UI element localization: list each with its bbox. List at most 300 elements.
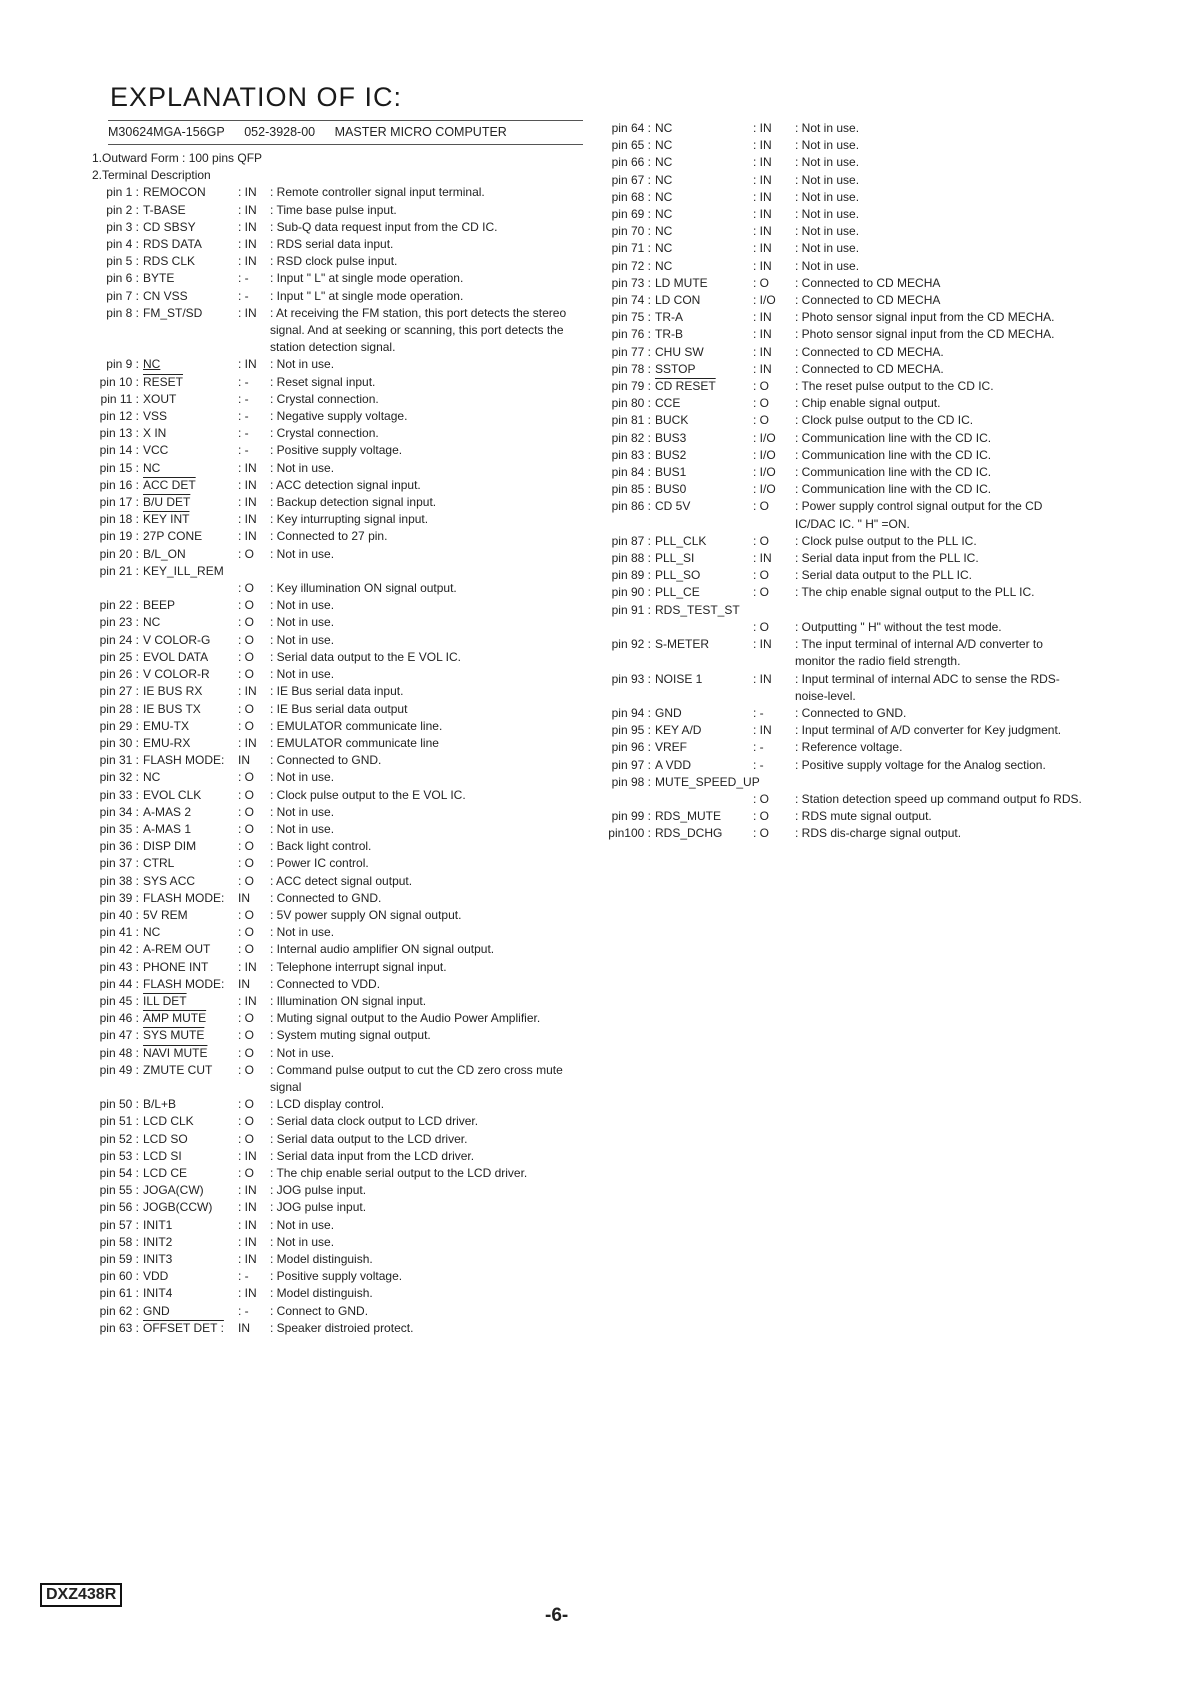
pin-description: : Serial data input from the PLL IC.	[795, 551, 979, 566]
pin-description: : Reset signal input.	[270, 374, 376, 389]
pin-name: NC	[655, 189, 673, 204]
pin-number: pin 29 :	[99, 718, 139, 733]
pin-row	[92, 959, 582, 976]
pin-number: pin 6 :	[106, 271, 139, 286]
pin-description: : IE Bus serial data input.	[270, 684, 404, 699]
pin-direction: : IN	[238, 529, 257, 544]
pin-number: pin 97 :	[611, 757, 651, 772]
pin-row	[604, 395, 1084, 412]
pin-name: BUS2	[655, 447, 687, 462]
pin-name: PLL_CLK	[655, 533, 707, 548]
right-pin-column	[604, 120, 1084, 843]
pin-description: : Not in use.	[270, 804, 335, 819]
pin-name: GND	[655, 705, 682, 720]
pin-number: pin100 :	[608, 826, 651, 841]
pin-number: pin 66 :	[611, 155, 651, 170]
pin-description: : Clock pulse output to the PLL IC.	[795, 533, 977, 548]
pin-direction: : IN	[753, 121, 772, 135]
pin-description: : Model distinguish.	[270, 1252, 373, 1266]
pin-name: PLL_SI	[655, 551, 695, 566]
pin-description: : Back light control.	[270, 839, 372, 854]
pin-name: SYS MUTE	[143, 1028, 205, 1043]
pin-name: VCC	[143, 443, 169, 458]
pin-number: pin 93 :	[611, 671, 651, 686]
pin-direction: : O	[238, 649, 255, 664]
pin-description: : Not in use.	[795, 207, 860, 222]
pin-direction: : IN	[238, 1252, 257, 1266]
pin-description: : Key illumination ON signal output.	[270, 581, 457, 596]
pin-row	[92, 253, 582, 270]
pin-direction: : IN	[753, 310, 772, 325]
pin-name: CCE	[655, 396, 681, 411]
pin-description: : Connected to VDD.	[270, 976, 381, 991]
pin-description: : Connected to CD MECHA	[795, 275, 941, 290]
pin-row	[604, 619, 1084, 636]
pin-number: pin 44 :	[99, 976, 139, 991]
pin-row	[604, 344, 1084, 361]
chip-part-number: M30624MGA-156GP	[108, 125, 225, 139]
pin-description: : Input " L" at single mode operation.	[270, 271, 464, 286]
pin-name: NC	[655, 172, 673, 187]
pin-description: : LCD display control.	[270, 1097, 385, 1112]
pin-description: : Communication line with the CD IC.	[795, 447, 992, 462]
pin-description: : Negative supply voltage.	[270, 409, 408, 424]
pin-row	[92, 528, 582, 545]
pin-name: S-METER	[655, 637, 709, 652]
pin-description: : RDS serial data input.	[270, 237, 394, 252]
pin-direction: : I/O	[753, 293, 776, 308]
pin-name: RDS_DCHG	[655, 826, 723, 841]
pin-description: : Clock pulse output to the E VOL IC.	[270, 787, 466, 802]
pin-direction: : -	[753, 740, 764, 755]
pin-name: B/U DET	[143, 495, 191, 510]
pin-description: : 5V power supply ON signal output.	[270, 907, 462, 922]
pin-number: pin 26 :	[99, 667, 139, 682]
pin-description: : IE Bus serial data output	[270, 701, 408, 716]
pin-row	[92, 305, 582, 357]
pin-description: : RDS mute signal output.	[795, 809, 932, 824]
pin-number: pin 25 :	[99, 649, 139, 664]
pin-name: OFFSET DET :	[143, 1320, 224, 1335]
pin-number: pin 77 :	[611, 344, 651, 359]
pin-direction: : -	[238, 426, 249, 441]
pin-number: pin 80 :	[611, 396, 651, 411]
pin-number: pin 67 :	[611, 172, 651, 187]
pin-description: : Not in use.	[270, 546, 335, 561]
pin-direction: : IN	[753, 344, 772, 359]
pin-direction: : IN	[238, 1217, 257, 1232]
pin-description: : Not in use.	[270, 925, 335, 940]
pin-direction: : -	[238, 409, 249, 424]
pin-direction: : IN	[238, 1148, 257, 1163]
pin-description: : Power supply control signal output for the CD IC/DAC IC. " H" =ON.	[795, 499, 1043, 531]
pin-name: VSS	[143, 409, 168, 424]
pin-description: : Key inturrupting signal input.	[270, 512, 429, 527]
chip-header	[108, 120, 583, 145]
pin-row	[92, 683, 582, 700]
pin-row	[604, 154, 1084, 171]
pin-direction: : O	[238, 1011, 255, 1026]
pin-direction: : I/O	[753, 447, 776, 462]
pin-number: pin 8 :	[106, 305, 139, 320]
pin-direction: : O	[238, 839, 255, 854]
pin-direction: : IN	[238, 1183, 257, 1198]
page-title: EXPLANATION OF IC:	[110, 82, 403, 112]
pin-name: RDS_TEST_ST	[655, 602, 740, 617]
pin-name: NC	[143, 925, 161, 940]
pin-name: CD RESET	[655, 379, 716, 394]
pin-description: : Input terminal of A/D converter for Key judgment.	[795, 723, 1062, 738]
pin-description: : Not in use.	[270, 1234, 335, 1249]
pin-direction: : O	[238, 546, 255, 561]
pin-row	[92, 546, 582, 563]
pin-direction: : -	[238, 271, 249, 286]
pin-number: pin 38 :	[99, 873, 139, 888]
pin-direction: : O	[238, 1062, 255, 1077]
pin-row	[92, 941, 582, 958]
pin-description: : Not in use.	[795, 138, 860, 153]
pin-description: : Connected to GND.	[795, 705, 907, 720]
pin-number: pin 19 :	[99, 529, 139, 544]
pin-row	[604, 567, 1084, 584]
pin-row	[92, 1217, 582, 1234]
pin-name: INIT4	[143, 1286, 173, 1301]
pin-row	[92, 855, 582, 872]
pin-direction: : -	[238, 288, 249, 303]
pin-number: pin 63 :	[99, 1320, 139, 1335]
pin-name: TR-B	[655, 327, 683, 342]
pin-name: NC	[655, 138, 673, 153]
pin-number: pin 49 :	[99, 1062, 139, 1077]
pin-name: BUS0	[655, 482, 687, 497]
pin-description: : Not in use.	[795, 241, 860, 256]
pin-number: pin 24 :	[99, 632, 139, 647]
pin-number: pin 11 :	[100, 391, 139, 406]
pin-number: pin 71 :	[611, 241, 651, 256]
pin-description: : The input terminal of internal A/D converter to monitor the radio field strength.	[795, 637, 1043, 669]
pin-name: MUTE_SPEED_UP	[655, 774, 760, 789]
pin-name: CTRL	[143, 856, 175, 871]
pin-row	[604, 757, 1084, 774]
pin-direction: : O	[238, 873, 255, 888]
pin-name: RESET	[143, 374, 184, 389]
pin-direction: : O	[238, 615, 255, 630]
pin-direction: : -	[238, 391, 249, 406]
pin-row	[604, 120, 1084, 137]
pin-direction: : O	[753, 413, 770, 428]
pin-direction: : IN	[238, 1234, 257, 1249]
pin-row	[92, 614, 582, 631]
pin-direction: : IN	[238, 512, 257, 527]
pin-name: INIT3	[143, 1252, 173, 1266]
pin-description: : Communication line with the CD IC.	[795, 482, 992, 497]
pin-row	[604, 722, 1084, 739]
pin-row	[92, 425, 582, 442]
pin-description: : Not in use.	[270, 615, 335, 630]
pin-name: AMP MUTE	[143, 1011, 207, 1026]
model-number-box: DXZ438R	[40, 1583, 122, 1607]
pin-row	[92, 1182, 582, 1199]
pin-direction: : O	[238, 770, 255, 785]
pin-row	[604, 533, 1084, 550]
pin-name: JOGA(CW)	[143, 1183, 204, 1198]
pin-row	[92, 563, 582, 580]
pin-description: : Sub-Q data request input from the CD IC.	[270, 219, 498, 234]
pin-row	[92, 460, 582, 477]
pin-number: pin 56 :	[99, 1200, 139, 1215]
pin-direction: : IN	[238, 219, 257, 234]
pin-row	[604, 172, 1084, 189]
pin-direction: : O	[238, 925, 255, 940]
pin-direction: : IN	[753, 671, 772, 686]
pin-description: : Model distinguish.	[270, 1286, 373, 1301]
pin-name: B/L_ON	[143, 546, 186, 561]
pin-description: : Connected to GND.	[270, 890, 382, 905]
pin-name: NC	[655, 155, 673, 170]
pin-name: VREF	[655, 740, 688, 755]
pin-row	[92, 356, 582, 373]
pin-direction: : -	[238, 1269, 249, 1284]
pin-name: A-REM OUT	[143, 942, 211, 957]
pin-name: PHONE INT	[143, 959, 209, 974]
pin-row	[92, 787, 582, 804]
pin-name: 27P CONE	[143, 529, 203, 544]
pin-name: ILL DET	[143, 993, 187, 1008]
pin-row	[92, 1320, 582, 1337]
pin-direction: : O	[753, 809, 770, 824]
pin-row	[92, 477, 582, 494]
pin-description: : Not in use.	[795, 258, 860, 273]
pin-name: DISP DIM	[143, 839, 197, 854]
pin-name: FM_ST/SD	[143, 305, 203, 320]
pin-description: : Power IC control.	[270, 856, 369, 871]
pin-name: BUS3	[655, 430, 687, 445]
pin-description: : System muting signal output.	[270, 1028, 431, 1043]
pin-name: NC	[655, 258, 673, 273]
pin-name: V COLOR-G	[143, 632, 211, 647]
pin-description: : Not in use.	[270, 632, 335, 647]
pin-name: ACC DET	[143, 477, 196, 492]
pin-description: : Remote controller signal input terminal.	[270, 185, 485, 200]
pin-row	[92, 374, 582, 391]
pin-name: RDS CLK	[143, 254, 196, 269]
pin-description: : Photo sensor signal input from the CD MECHA.	[795, 327, 1055, 342]
pin-row	[92, 821, 582, 838]
pin-row	[604, 825, 1084, 842]
pin-direction: : IN	[238, 993, 257, 1008]
pin-row	[92, 408, 582, 425]
pin-name: CD 5V	[655, 499, 691, 514]
pin-description: : Connected to GND.	[270, 753, 382, 768]
pin-description: : Chip enable signal output.	[795, 396, 941, 411]
pin-name: NC	[143, 460, 161, 475]
pin-description: : RDS dis-charge signal output.	[795, 826, 962, 841]
pin-name: NOISE 1	[655, 671, 703, 686]
pin-description: : Not in use.	[795, 189, 860, 204]
pin-direction: IN	[238, 753, 250, 768]
pin-name: CD SBSY	[143, 219, 196, 234]
pin-direction: : IN	[753, 637, 772, 652]
right-pin-list	[604, 120, 1084, 843]
pin-row	[92, 1268, 582, 1285]
pin-direction: : O	[753, 396, 770, 411]
pin-number: pin 81 :	[611, 413, 651, 428]
pin-row	[92, 1027, 582, 1044]
pin-name: B/L+B	[143, 1097, 177, 1112]
pin-direction: : IN	[753, 207, 772, 222]
pin-description: : Clock pulse output to the CD IC.	[795, 413, 974, 428]
pin-direction: : IN	[238, 959, 257, 974]
pin-number: pin 3 :	[106, 219, 139, 234]
pin-direction: : O	[753, 533, 770, 548]
pin-name: PLL_SO	[655, 568, 701, 583]
pin-description: : Not in use.	[270, 598, 335, 613]
pin-description: : Not in use.	[270, 1045, 335, 1060]
pin-description: : Not in use.	[270, 667, 335, 682]
pin-name: VDD	[143, 1269, 169, 1284]
pin-row	[92, 1010, 582, 1027]
pin-number: pin 51 :	[99, 1114, 139, 1129]
pin-row	[604, 430, 1084, 447]
pin-number: pin 75 :	[611, 310, 651, 325]
pin-name: CN VSS	[143, 288, 188, 303]
pin-direction: : O	[753, 619, 770, 634]
pin-direction: : IN	[238, 495, 257, 510]
pin-row	[604, 808, 1084, 825]
pin-number: pin 95 :	[611, 723, 651, 738]
pin-number: pin 40 :	[99, 907, 139, 922]
pin-description: : Connected to CD MECHA.	[795, 361, 944, 376]
pin-number: pin 7 :	[106, 288, 139, 303]
pin-name: BUS1	[655, 465, 687, 480]
pin-description: : Serial data output to the LCD driver.	[270, 1131, 468, 1146]
pin-direction: : IN	[753, 551, 772, 566]
pin-direction: : IN	[238, 202, 257, 217]
pin-direction: : IN	[753, 258, 772, 273]
pin-row	[92, 442, 582, 459]
pin-row	[92, 718, 582, 735]
pin-direction: : IN	[238, 1286, 257, 1301]
left-pin-column	[92, 150, 582, 1337]
pin-row	[92, 1045, 582, 1062]
pin-direction: : IN	[753, 361, 772, 376]
pin-description: : Input " L" at single mode operation.	[270, 288, 464, 303]
pin-description: : Photo sensor signal input from the CD MECHA.	[795, 310, 1055, 325]
pin-name: LCD CLK	[143, 1114, 194, 1129]
pin-name: BEEP	[143, 598, 176, 613]
pin-row	[92, 202, 582, 219]
pin-direction: : O	[753, 499, 770, 514]
pin-number: pin 92 :	[611, 637, 651, 652]
pin-name: NC	[655, 224, 673, 239]
pin-row	[604, 275, 1084, 292]
pin-row	[92, 666, 582, 683]
pin-description: : Illumination ON signal input.	[270, 993, 427, 1008]
pin-description: : Communication line with the CD IC.	[795, 430, 992, 445]
pin-row	[604, 739, 1084, 756]
pin-number: pin 57 :	[99, 1217, 139, 1232]
pin-direction: : O	[238, 787, 255, 802]
pin-row	[92, 597, 582, 614]
pin-direction: : O	[753, 826, 770, 841]
pin-number: pin 54 :	[99, 1165, 139, 1180]
pin-row	[92, 1234, 582, 1251]
pin-description: : Muting signal output to the Audio Power Amplifier.	[270, 1011, 541, 1026]
pin-name: EMU-RX	[143, 735, 191, 750]
pin-name: LCD CE	[143, 1165, 188, 1180]
pin-number: pin 89 :	[611, 568, 651, 583]
pin-direction: : O	[238, 1097, 255, 1112]
pin-row	[604, 309, 1084, 326]
pin-number: pin 2 :	[106, 202, 139, 217]
pin-direction: : IN	[238, 185, 257, 200]
pin-direction: : O	[238, 701, 255, 716]
pin-description: : Time base pulse input.	[270, 202, 397, 217]
pin-row	[604, 584, 1084, 601]
pin-description: : Not in use.	[270, 821, 335, 836]
pin-description: : Connect to GND.	[270, 1303, 369, 1318]
pin-direction: : O	[238, 907, 255, 922]
pin-direction: : -	[753, 757, 764, 772]
pin-row	[92, 907, 582, 924]
pin-description: : Telephone interrupt signal input.	[270, 959, 447, 974]
pin-name: REMOCON	[143, 185, 206, 200]
pin-direction: : O	[753, 585, 770, 600]
pin-direction: : I/O	[753, 482, 776, 497]
chip-code: 052-3928-00	[244, 125, 316, 139]
pin-row	[92, 236, 582, 253]
pin-number: pin 23 :	[99, 615, 139, 630]
pin-direction: : O	[238, 581, 255, 596]
pin-description: : The reset pulse output to the CD IC.	[795, 379, 994, 394]
pin-row	[604, 791, 1084, 808]
left-pin-list	[92, 184, 582, 1337]
pin-direction: : IN	[753, 138, 772, 153]
pin-description: : RSD clock pulse input.	[270, 254, 398, 269]
pin-direction: : IN	[753, 172, 772, 187]
pin-name: INIT2	[143, 1234, 173, 1249]
pin-description: : EMULATOR communicate line.	[270, 718, 443, 733]
pin-number: pin 37 :	[99, 856, 139, 871]
pin-name: NC	[655, 121, 673, 135]
pin-direction: : IN	[238, 477, 257, 492]
pin-name: FLASH MODE:	[143, 753, 225, 768]
pin-description: : Connected to 27 pin.	[270, 529, 388, 544]
pin-direction: : IN	[238, 1200, 257, 1215]
pin-number: pin 48 :	[99, 1045, 139, 1060]
pin-direction: : IN	[238, 357, 257, 372]
pin-direction: : O	[753, 568, 770, 583]
pin-direction: : O	[753, 275, 770, 290]
pin-row	[604, 378, 1084, 395]
pin-description: : Outputting " H" without the test mode.	[795, 619, 1002, 634]
pin-row	[92, 924, 582, 941]
pin-direction: : O	[238, 1131, 255, 1146]
pin-row	[92, 1096, 582, 1113]
pin-row	[92, 890, 582, 907]
pin-number: pin 45 :	[99, 993, 139, 1008]
pin-description: : Connected to CD MECHA	[795, 293, 941, 308]
pin-name: A-MAS 2	[143, 804, 192, 819]
pin-row	[92, 1303, 582, 1320]
pin-number: pin 91 :	[611, 602, 651, 617]
pin-direction: : O	[753, 379, 770, 394]
pin-name: IE BUS RX	[143, 684, 203, 699]
pin-row	[604, 550, 1084, 567]
pin-number: pin 14 :	[99, 443, 139, 458]
pin-direction: : O	[238, 718, 255, 733]
pin-number: pin 28 :	[99, 701, 139, 716]
